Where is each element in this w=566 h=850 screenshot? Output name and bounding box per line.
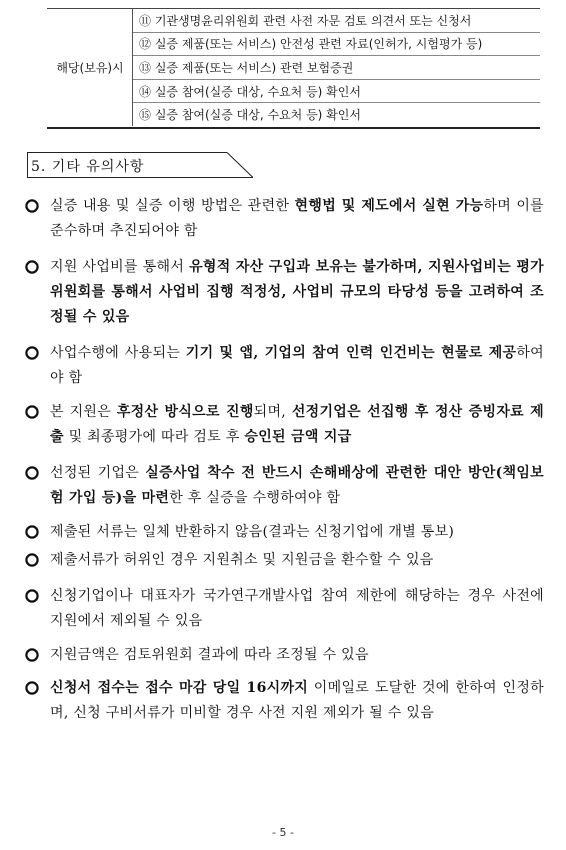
emphasis-text: 기기 및 앱, 기업의 참여 인력 인건비는 현물로 제공 xyxy=(185,345,517,361)
table-row: ⑫ 실증 제품(또는 서비스) 안전성 관련 자료(인허가, 시험평가 등) xyxy=(133,32,541,56)
plain-text: 실증 내용 및 실증 이행 방법은 관련한 xyxy=(50,198,295,214)
plain-text: 되며, xyxy=(253,404,292,420)
plain-text: 선정된 기업은 xyxy=(50,465,146,481)
hollow-circle-bullet-icon xyxy=(24,345,40,361)
hollow-circle-bullet-icon xyxy=(24,552,40,568)
plain-text: 제출된 서류는 일체 반환하지 않음(결과는 신청기업에 개별 통보) xyxy=(50,524,455,540)
plain-text: 및 최종평가에 따라 검토 후 xyxy=(63,429,245,445)
table-row: ⑪ 기관생명윤리위원회 관련 사전 자문 검토 의견서 또는 신청서 xyxy=(133,9,541,32)
list-item-text xyxy=(50,194,544,244)
plain-text: 하여야 함 xyxy=(50,345,544,386)
plain-text: 지원 사업비를 통해서 xyxy=(50,259,190,275)
list-item-text xyxy=(50,461,544,511)
table-row: ⑮ 실증 참여(실증 대상, 수요처 등) 확인서 xyxy=(139,108,361,123)
hollow-circle-bullet-icon xyxy=(24,259,40,275)
emphasis-text: 신청서 접수는 접수 마감 당일 16시까지 xyxy=(50,680,309,696)
section-header xyxy=(27,152,253,178)
list-item-text xyxy=(50,548,544,573)
hollow-circle-bullet-icon xyxy=(24,647,40,663)
attachment-table xyxy=(48,9,540,126)
hollow-circle-bullet-icon xyxy=(24,680,40,696)
plain-text: 사업수행에 사용되는 xyxy=(50,345,186,361)
plain-text: 제출서류가 허위인 경우 지원취소 및 지원금을 환수할 수 있음 xyxy=(50,552,434,568)
hollow-circle-bullet-icon xyxy=(24,524,40,540)
plain-text: 지원금액은 검토위원회 결과에 따라 조정될 수 있음 xyxy=(50,647,369,663)
emphasis-text: 승인된 금액 지급 xyxy=(244,429,352,445)
hollow-circle-bullet-icon xyxy=(24,198,40,214)
list-item-text xyxy=(50,520,544,545)
emphasis-text: 선정기업은 선집행 후 정산 증빙자료 제출 xyxy=(50,404,544,445)
plain-text: 본 지원은 xyxy=(50,404,117,420)
plain-text: 신청기업이나 대표자가 국가연구개발사업 참여 제한에 해당하는 경우 사전에 지원에서 제외될 수 있음 xyxy=(50,588,544,629)
plain-text: 한 후 실증을 수행하여야 함 xyxy=(169,490,341,506)
table-row: ⑬ 실증 제품(또는 서비스) 관련 보험증권 xyxy=(133,56,541,80)
table-category-cell: 해당(보유)시 xyxy=(48,9,133,126)
page-number: - 5 - xyxy=(272,826,294,839)
hollow-circle-bullet-icon xyxy=(24,465,40,481)
emphasis-text: 현행법 및 제도에서 실현 가능 xyxy=(294,198,484,214)
hollow-circle-bullet-icon xyxy=(24,404,40,420)
table-row: ⑭ 실증 참여(실증 대상, 수요처 등) 확인서 xyxy=(133,79,541,103)
list-item-text xyxy=(50,255,544,330)
list-item-text xyxy=(50,341,544,391)
section-title: 5. 기타 유의사항 xyxy=(31,159,145,175)
emphasis-text: 후정산 방식으로 진행 xyxy=(116,404,254,420)
hollow-circle-bullet-icon xyxy=(24,588,40,604)
emphasis-text: 실증사업 착수 전 반드시 손해배상에 관련한 대안 방안(책임보험 가입 등)을 마련 xyxy=(50,465,544,506)
emphasis-text: 유형적 자산 구입과 보유는 불가하며, 지원사업비는 평가위원회를 통해서 사업비 집행 적정성, 사업비 규모의 타당성 등을 고려하여 조정될 수 있음 xyxy=(50,259,545,325)
plain-text: 이메일로 도달한 것에 한하여 인정하며, 신청 구비서류가 미비할 경우 사전 지원 제외가 될 수 있음 xyxy=(50,680,544,721)
list-item-text xyxy=(50,400,544,450)
list-item-text xyxy=(50,676,544,726)
plain-text: 하며 이를 준수하며 추진되어야 함 xyxy=(50,198,544,239)
list-item-text xyxy=(50,643,544,668)
list-item-text xyxy=(50,584,544,634)
